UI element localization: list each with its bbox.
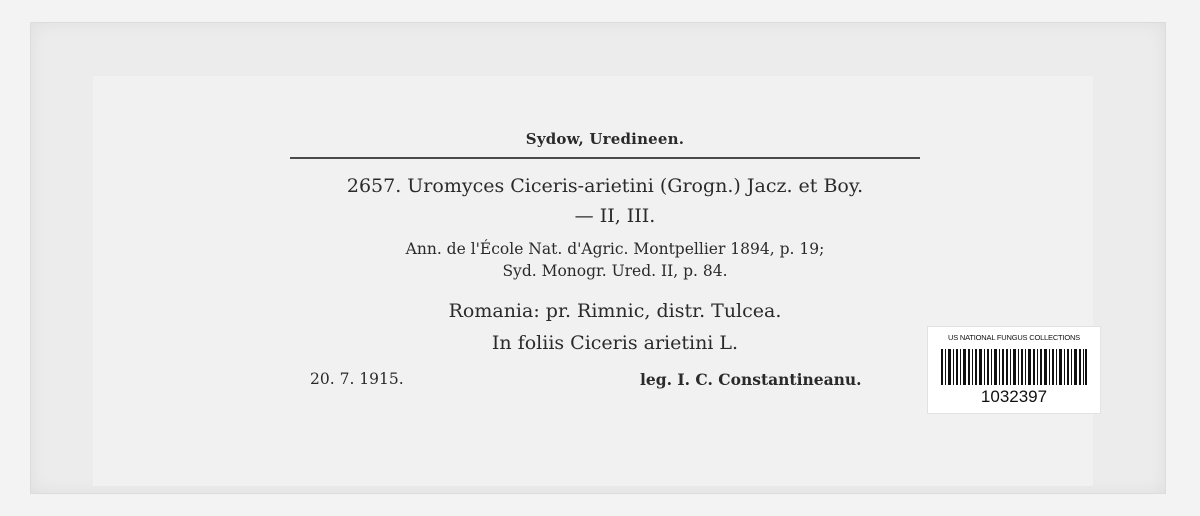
- spore-stages-line: — II, III.: [574, 205, 656, 227]
- reference-line-1: Ann. de l'École Nat. d'Agric. Montpellier 1894, p. 19;: [405, 240, 825, 258]
- species-line: 2657. Uromyces Ciceris-arietini (Grogn.) Jacz. et Boy.: [346, 175, 864, 197]
- reference-line-2: Syd. Monogr. Ured. II, p. 84.: [502, 262, 728, 280]
- collector-name: leg. I. C. Constantineanu.: [640, 370, 862, 389]
- collection-date: 20. 7. 1915.: [310, 370, 404, 388]
- header-rule: [290, 157, 920, 159]
- host-line: In foliis Ciceris arietini L.: [491, 332, 739, 354]
- barcode-label: [927, 326, 1101, 414]
- barcode-icon: [941, 349, 1087, 385]
- barcode-title: US NATIONAL FUNGUS COLLECTIONS: [948, 333, 1080, 342]
- catalog-number: 1032397: [980, 387, 1048, 406]
- locality-line: Romania: pr. Rimnic, distr. Tulcea.: [448, 300, 782, 322]
- label-header: Sydow, Uredineen.: [525, 130, 685, 148]
